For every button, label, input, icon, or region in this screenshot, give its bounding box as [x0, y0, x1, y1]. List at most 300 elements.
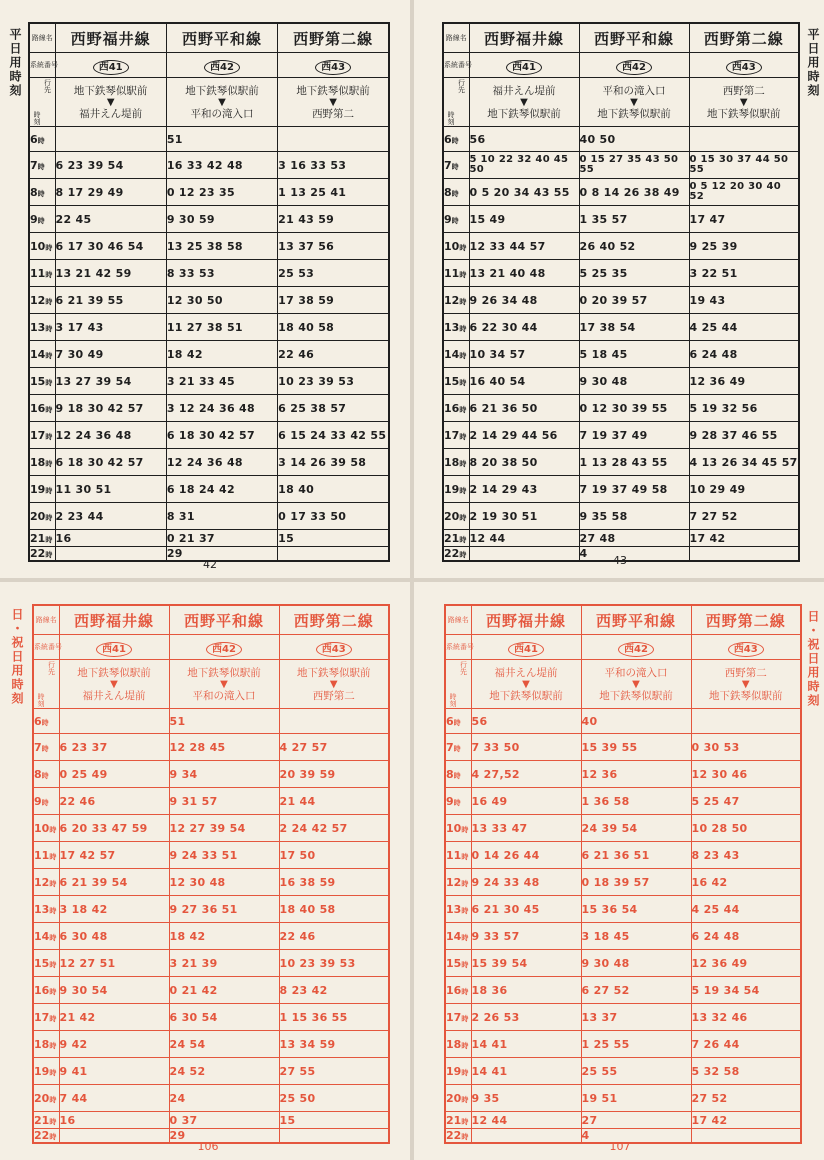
hour-row — [29, 422, 389, 449]
hour-cell — [29, 206, 55, 233]
header-line-row — [443, 23, 799, 53]
hour-suffix: 時 — [451, 162, 459, 171]
hour-cell — [29, 341, 55, 368]
hour-cell — [29, 449, 55, 476]
minutes-cell: 10 23 39 53 — [279, 950, 389, 977]
minutes-cell: 17 42 57 — [59, 842, 169, 869]
hour-number: 9 — [444, 212, 452, 226]
header-dest-row — [445, 660, 801, 709]
minutes-cell: 9 24 33 51 — [169, 842, 279, 869]
dest-from: 地下鉄琴似駅前 — [187, 666, 261, 679]
header-dest-row — [29, 78, 389, 127]
dest-hour-label — [33, 660, 59, 709]
hour-row — [443, 476, 799, 503]
hour-cell — [445, 1031, 471, 1058]
hour-suffix: 時 — [37, 136, 45, 145]
hour-number: 16 — [446, 983, 462, 997]
hour-suffix: 時 — [45, 270, 53, 279]
hour-number: 10 — [30, 239, 46, 253]
minutes-cell — [59, 1129, 169, 1144]
hour-row — [33, 734, 389, 761]
minutes-cell: 6 21 39 54 — [59, 869, 169, 896]
hour-row — [33, 788, 389, 815]
dest-from: 地下鉄琴似駅前 — [77, 666, 151, 679]
hour-row — [33, 815, 389, 842]
hour-cell — [445, 734, 471, 761]
hour-row — [445, 788, 801, 815]
system-cell-2 — [169, 635, 279, 660]
minutes-cell: 0 21 37 — [166, 530, 277, 547]
dest-from: 福井えん堤前 — [494, 666, 558, 679]
minutes-cell: 4 — [579, 547, 689, 562]
minutes-cell: 6 24 48 — [691, 923, 801, 950]
hour-cell — [443, 422, 469, 449]
minutes-cell: 15 — [279, 1112, 389, 1129]
dest-from: 福井えん堤前 — [492, 84, 556, 97]
minutes-cell: 2 24 42 57 — [279, 815, 389, 842]
minutes-cell: 1 25 55 — [581, 1031, 691, 1058]
hour-row — [33, 896, 389, 923]
minutes-cell: 0 30 53 — [691, 734, 801, 761]
hour-number: 14 — [446, 929, 462, 943]
hour-cell — [29, 127, 55, 152]
minutes-cell: 12 24 36 48 — [166, 449, 277, 476]
hour-number: 9 — [34, 794, 42, 808]
dest-cell-2 — [166, 78, 277, 127]
hour-suffix: 時 — [461, 960, 469, 969]
minutes-cell: 19 43 — [689, 287, 799, 314]
hour-cell — [445, 1004, 471, 1031]
hour-suffix: 時 — [41, 798, 49, 807]
hour-cell — [33, 1085, 59, 1112]
hour-cell — [443, 341, 469, 368]
dest-from: 地下鉄琴似駅前 — [185, 84, 259, 97]
minutes-cell: 9 35 58 — [579, 503, 689, 530]
hour-row — [445, 1085, 801, 1112]
hour-cell — [445, 1112, 471, 1129]
minutes-cell: 5 19 32 56 — [689, 395, 799, 422]
dest-to: 地下鉄琴似駅前 — [489, 689, 563, 702]
hour-cell — [443, 503, 469, 530]
hour-suffix: 時 — [45, 535, 53, 544]
hour-number: 11 — [446, 848, 462, 862]
minutes-cell: 4 27 57 — [279, 734, 389, 761]
minutes-cell: 12 27 39 54 — [169, 815, 279, 842]
line-name-2: 西野平和線 — [166, 23, 277, 53]
hour-row — [445, 709, 801, 734]
hour-row — [443, 314, 799, 341]
hour-number: 14 — [34, 929, 50, 943]
timetable-page-43 — [414, 0, 824, 578]
hour-suffix: 時 — [453, 798, 461, 807]
down-arrow-icon: ▼ — [522, 678, 530, 690]
hour-row — [443, 287, 799, 314]
dest-to: 地下鉄琴似駅前 — [487, 107, 561, 120]
hour-row — [33, 1085, 389, 1112]
minutes-cell: 6 23 37 — [59, 734, 169, 761]
minutes-cell: 13 34 59 — [279, 1031, 389, 1058]
minutes-cell: 3 17 43 — [55, 314, 166, 341]
hour-row — [445, 896, 801, 923]
down-arrow-icon: ▼ — [106, 96, 115, 108]
minutes-cell: 17 47 — [689, 206, 799, 233]
hour-row — [445, 1112, 801, 1129]
hour-suffix: 時 — [459, 243, 467, 252]
minutes-cell: 2 19 30 51 — [469, 503, 579, 530]
hour-row — [445, 761, 801, 788]
dest-to: 地下鉄琴似駅前 — [709, 689, 783, 702]
line-name-1: 西野福井線 — [471, 605, 581, 635]
hour-cell — [33, 761, 59, 788]
hour-row — [33, 977, 389, 1004]
hour-suffix: 時 — [45, 378, 53, 387]
hour-cell — [443, 179, 469, 206]
dest-from: 平和の滝入口 — [602, 84, 666, 97]
hour-cell — [29, 530, 55, 547]
hour-row — [29, 260, 389, 287]
minutes-cell: 24 54 — [169, 1031, 279, 1058]
hour-number: 6 — [444, 132, 452, 146]
hour-number: 17 — [444, 428, 460, 442]
minutes-cell: 0 20 39 57 — [579, 287, 689, 314]
minutes-cell: 0 25 49 — [59, 761, 169, 788]
hour-row — [29, 503, 389, 530]
minutes-cell: 16 33 42 48 — [166, 152, 277, 179]
minutes-cell: 0 21 42 — [169, 977, 279, 1004]
hour-number: 13 — [444, 320, 460, 334]
minutes-cell: 21 44 — [279, 788, 389, 815]
minutes-cell: 15 — [278, 530, 389, 547]
hour-cell — [443, 260, 469, 287]
minutes-cell: 13 37 — [581, 1004, 691, 1031]
minutes-cell: 12 36 — [581, 761, 691, 788]
hour-number: 15 — [30, 374, 46, 388]
hour-row — [29, 314, 389, 341]
dest-cell-3 — [691, 660, 801, 709]
hour-cell — [445, 842, 471, 869]
hour-number: 12 — [30, 293, 46, 307]
hour-number: 6 — [34, 714, 42, 728]
minutes-cell: 40 50 — [579, 127, 689, 152]
line-name-3: 西野第二線 — [279, 605, 389, 635]
minutes-cell: 6 23 39 54 — [55, 152, 166, 179]
hour-number: 21 — [30, 531, 46, 545]
hour-suffix: 時 — [461, 906, 469, 915]
minutes-cell: 19 51 — [581, 1085, 691, 1112]
minutes-cell: 1 13 25 41 — [278, 179, 389, 206]
minutes-cell: 12 30 46 — [691, 761, 801, 788]
minutes-cell: 13 21 42 59 — [55, 260, 166, 287]
minutes-cell: 40 — [581, 709, 691, 734]
minutes-cell: 3 12 24 36 48 — [166, 395, 277, 422]
hour-number: 20 — [34, 1091, 50, 1105]
dest-from: 地下鉄琴似駅前 — [296, 84, 370, 97]
hour-number: 19 — [34, 1064, 50, 1078]
hour-row — [29, 476, 389, 503]
hour-suffix: 時 — [41, 718, 49, 727]
minutes-cell: 13 21 40 48 — [469, 260, 579, 287]
system-cell-3 — [278, 53, 389, 78]
dest-label: 行先 — [457, 79, 466, 93]
hour-row — [33, 1031, 389, 1058]
page-number: 106 — [197, 1140, 219, 1153]
line-name-3: 西野第二線 — [691, 605, 801, 635]
minutes-cell: 0 15 30 37 44 50 55 — [689, 152, 799, 179]
minutes-cell: 27 — [581, 1112, 691, 1129]
dest-hour-label-inner — [34, 660, 59, 708]
minutes-cell — [278, 127, 389, 152]
dest-hour-label-inner — [446, 660, 471, 708]
hour-number: 14 — [444, 347, 460, 361]
hour-suffix: 時 — [49, 1117, 57, 1126]
minutes-cell — [471, 1129, 581, 1144]
system-badge: 西41 — [93, 60, 129, 75]
minutes-cell: 6 17 30 46 54 — [55, 233, 166, 260]
minutes-cell — [691, 709, 801, 734]
line-name-label: 路線名 — [445, 605, 471, 635]
hour-suffix: 時 — [461, 1014, 469, 1023]
minutes-cell: 3 18 45 — [581, 923, 691, 950]
minutes-cell: 9 33 57 — [471, 923, 581, 950]
hour-cell — [29, 287, 55, 314]
line-name-1: 西野福井線 — [59, 605, 169, 635]
minutes-cell: 6 21 36 50 — [469, 395, 579, 422]
hour-suffix: 時 — [459, 551, 467, 559]
system-badge: 西42 — [616, 60, 652, 75]
minutes-cell: 0 12 23 35 — [166, 179, 277, 206]
minutes-cell: 4 27,52 — [471, 761, 581, 788]
hour-suffix: 時 — [459, 378, 467, 387]
hour-suffix: 時 — [45, 351, 53, 360]
minutes-cell: 0 5 12 20 30 40 52 — [689, 179, 799, 206]
hour-suffix: 時 — [461, 933, 469, 942]
minutes-cell: 16 — [55, 530, 166, 547]
hour-suffix: 時 — [459, 324, 467, 333]
minutes-cell: 12 24 36 48 — [55, 422, 166, 449]
minutes-cell: 3 16 33 53 — [278, 152, 389, 179]
hour-cell — [29, 368, 55, 395]
minutes-cell: 11 30 51 — [55, 476, 166, 503]
minutes-cell: 4 25 44 — [691, 896, 801, 923]
minutes-cell: 18 42 — [169, 923, 279, 950]
minutes-cell: 17 38 54 — [579, 314, 689, 341]
hour-number: 21 — [34, 1113, 50, 1127]
timetable-grid — [32, 604, 390, 1144]
hour-cell — [443, 233, 469, 260]
hour-row — [29, 287, 389, 314]
minutes-cell — [279, 1129, 389, 1144]
minutes-cell: 9 30 48 — [579, 368, 689, 395]
minutes-cell: 13 25 38 58 — [166, 233, 277, 260]
hour-number: 19 — [444, 482, 460, 496]
hour-cell — [33, 788, 59, 815]
minutes-cell: 5 18 45 — [579, 341, 689, 368]
hour-cell — [29, 395, 55, 422]
minutes-cell: 0 5 20 34 43 55 — [469, 179, 579, 206]
hour-number: 17 — [446, 1010, 462, 1024]
minutes-cell: 18 42 — [166, 341, 277, 368]
hour-row — [443, 341, 799, 368]
minutes-cell: 7 26 44 — [691, 1031, 801, 1058]
hour-suffix: 時 — [49, 1068, 57, 1077]
hour-number: 6 — [30, 132, 38, 146]
hour-suffix: 時 — [49, 1133, 57, 1141]
minutes-cell: 9 30 59 — [166, 206, 277, 233]
line-name-3: 西野第二線 — [278, 23, 389, 53]
hour-number: 9 — [446, 794, 454, 808]
minutes-cell: 6 22 30 44 — [469, 314, 579, 341]
hour-number: 18 — [444, 455, 460, 469]
hour-suffix: 時 — [461, 1133, 469, 1141]
hour-label: 時刻 — [449, 693, 457, 707]
hour-number: 18 — [34, 1037, 50, 1051]
hour-suffix: 時 — [459, 486, 467, 495]
minutes-cell: 21 42 — [59, 1004, 169, 1031]
hour-suffix: 時 — [37, 216, 45, 225]
hour-suffix: 時 — [37, 189, 45, 198]
page-number: 43 — [613, 554, 627, 567]
hour-cell — [445, 709, 471, 734]
timetable-grid — [444, 604, 802, 1144]
hour-number: 9 — [30, 212, 38, 226]
minutes-cell: 12 30 50 — [166, 287, 277, 314]
minutes-cell: 21 43 59 — [278, 206, 389, 233]
dest-hour-label — [445, 660, 471, 709]
minutes-cell: 10 28 50 — [691, 815, 801, 842]
minutes-cell: 8 17 29 49 — [55, 179, 166, 206]
timetable-page-42 — [0, 0, 410, 578]
hour-row — [443, 179, 799, 206]
hour-row — [29, 368, 389, 395]
dest-to: 平和の滝入口 — [190, 107, 254, 120]
hour-row — [33, 869, 389, 896]
hour-suffix: 時 — [45, 405, 53, 414]
header-dest-row — [33, 660, 389, 709]
minutes-cell: 7 30 49 — [55, 341, 166, 368]
hour-cell — [443, 127, 469, 152]
hour-row — [443, 422, 799, 449]
hour-cell — [443, 287, 469, 314]
timetable-page-106 — [0, 582, 410, 1160]
hour-number: 17 — [34, 1010, 50, 1024]
system-badge: 西42 — [206, 642, 242, 657]
minutes-cell: 22 46 — [59, 788, 169, 815]
minutes-cell: 51 — [169, 709, 279, 734]
hour-number: 10 — [444, 239, 460, 253]
hour-cell — [33, 734, 59, 761]
minutes-cell: 6 24 48 — [689, 341, 799, 368]
hour-row — [33, 709, 389, 734]
timetable-page-107 — [414, 582, 824, 1160]
hour-number: 16 — [34, 983, 50, 997]
minutes-cell: 9 27 36 51 — [169, 896, 279, 923]
minutes-cell — [469, 547, 579, 562]
hour-cell — [33, 1058, 59, 1085]
hour-number: 10 — [34, 821, 50, 835]
minutes-cell: 26 40 52 — [579, 233, 689, 260]
hour-suffix: 時 — [459, 297, 467, 306]
side-tab-label: 平日用時刻 — [8, 28, 22, 98]
hour-cell — [443, 152, 469, 179]
hour-suffix: 時 — [49, 825, 57, 834]
minutes-cell: 0 15 27 35 43 50 55 — [579, 152, 689, 179]
hour-cell — [443, 395, 469, 422]
minutes-cell: 8 31 — [166, 503, 277, 530]
minutes-cell: 18 40 — [278, 476, 389, 503]
minutes-cell: 16 — [59, 1112, 169, 1129]
minutes-cell: 9 30 54 — [59, 977, 169, 1004]
hour-row — [445, 734, 801, 761]
minutes-cell: 3 21 33 45 — [166, 368, 277, 395]
hour-row — [445, 1058, 801, 1085]
hour-suffix: 時 — [461, 1041, 469, 1050]
hour-cell — [29, 314, 55, 341]
minutes-cell: 9 25 39 — [689, 233, 799, 260]
minutes-cell — [689, 547, 799, 562]
minutes-cell: 6 18 24 42 — [166, 476, 277, 503]
system-badge: 西41 — [508, 642, 544, 657]
hour-row — [445, 869, 801, 896]
hour-suffix: 時 — [459, 351, 467, 360]
hour-suffix: 時 — [49, 852, 57, 861]
header-line-row — [33, 605, 389, 635]
minutes-cell — [55, 547, 166, 562]
minutes-cell: 13 37 56 — [278, 233, 389, 260]
minutes-cell: 13 33 47 — [471, 815, 581, 842]
hour-number: 22 — [446, 1129, 462, 1142]
hour-number: 8 — [30, 185, 38, 199]
minutes-cell: 56 — [469, 127, 579, 152]
hour-label: 時刻 — [37, 693, 45, 707]
minutes-cell: 18 40 58 — [278, 314, 389, 341]
hour-number: 21 — [446, 1113, 462, 1127]
minutes-cell: 9 41 — [59, 1058, 169, 1085]
hour-cell — [445, 1129, 471, 1144]
down-arrow-icon: ▼ — [520, 96, 528, 108]
minutes-cell: 13 32 46 — [691, 1004, 801, 1031]
hour-suffix: 時 — [453, 744, 461, 753]
hour-number: 13 — [30, 320, 46, 334]
minutes-cell: 0 18 39 57 — [581, 869, 691, 896]
hour-row — [445, 842, 801, 869]
minutes-cell: 27 55 — [279, 1058, 389, 1085]
hour-suffix: 時 — [45, 551, 53, 559]
hour-cell — [33, 1112, 59, 1129]
hour-cell — [33, 1004, 59, 1031]
hour-row — [443, 152, 799, 179]
hour-cell — [443, 476, 469, 503]
minutes-cell — [691, 1129, 801, 1144]
hour-cell — [443, 547, 469, 562]
hour-suffix: 時 — [45, 432, 53, 441]
minutes-cell: 29 — [166, 547, 277, 562]
system-no-label: 系統番号 — [33, 635, 59, 660]
dest-hour-label-inner — [30, 78, 55, 126]
hour-number: 11 — [34, 848, 50, 862]
hour-suffix: 時 — [45, 243, 53, 252]
dest-to: 地下鉄琴似駅前 — [599, 689, 673, 702]
dest-cell-2 — [579, 78, 689, 127]
dest-hour-label — [443, 78, 469, 127]
hour-suffix: 時 — [49, 960, 57, 969]
hour-cell — [29, 233, 55, 260]
hour-row — [33, 761, 389, 788]
minutes-cell: 14 41 — [471, 1058, 581, 1085]
hour-suffix: 時 — [459, 535, 467, 544]
dest-cell-1 — [59, 660, 169, 709]
minutes-cell: 27 52 — [691, 1085, 801, 1112]
minutes-cell: 7 33 50 — [471, 734, 581, 761]
